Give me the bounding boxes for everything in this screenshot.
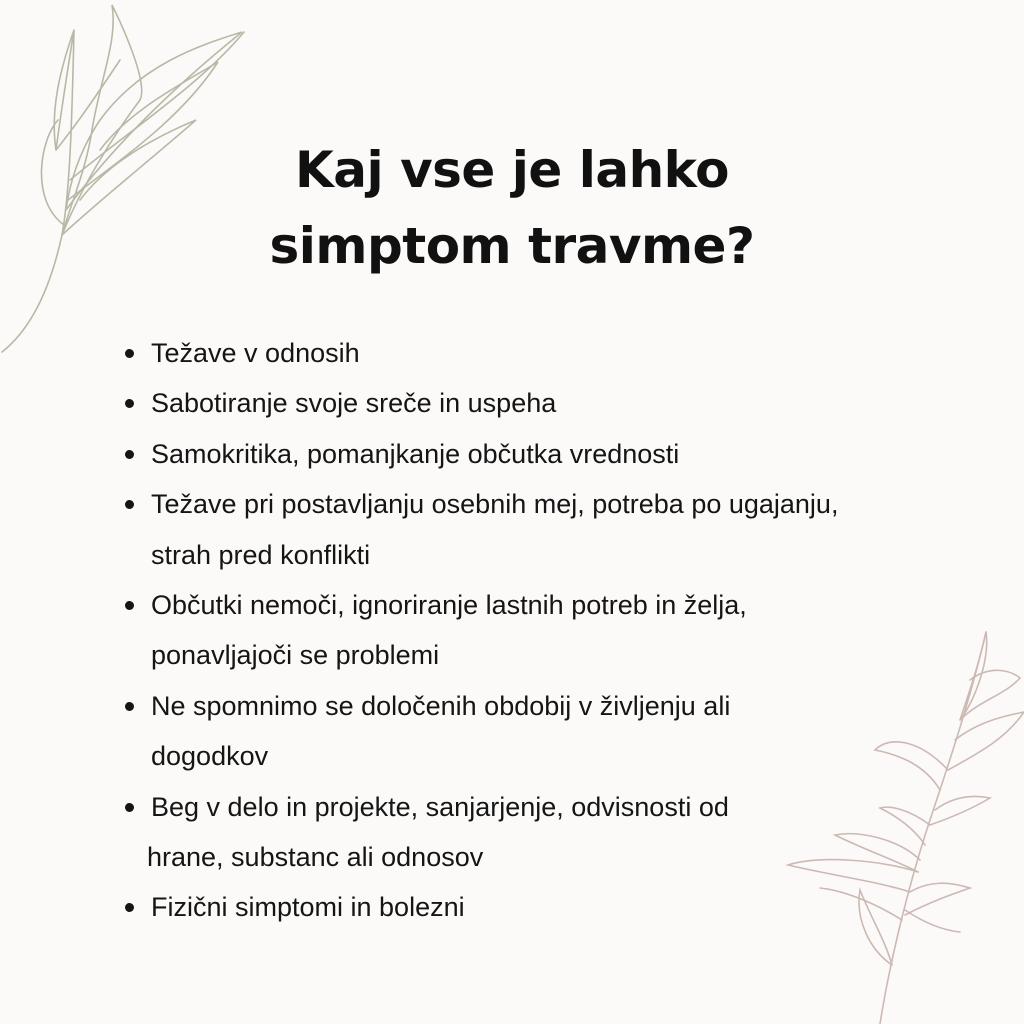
list-item-text: Fizični simptomi in bolezni <box>151 892 465 923</box>
list-item <box>112 681 952 782</box>
list-item-text: Občutki nemoči, ignoriranje lastnih potreb in želja, <box>151 590 747 621</box>
list-item-text-continued: dogodkov <box>151 741 269 772</box>
symptom-list <box>112 328 952 933</box>
list-item <box>112 429 952 479</box>
list-item <box>112 378 952 428</box>
list-item-text-continued: ponavljajoči se problemi <box>151 640 440 671</box>
title-line-2: simptom travme? <box>269 217 755 275</box>
list-item <box>112 580 952 681</box>
list-item <box>112 882 952 932</box>
list-item-text: Sabotiranje svoje sreče in uspeha <box>151 388 557 419</box>
list-item-text: Samokritika, pomanjkanje občutka vrednosti <box>151 438 680 469</box>
list-item-text: Ne spomnimo se določenih obdobij v življenju ali <box>151 690 731 721</box>
list-item-text: Težave v odnosih <box>151 338 360 368</box>
list-item-text: Beg v delo in projekte, sanjarjenje, odvisnosti od <box>151 791 729 822</box>
list-item-text-continued: strah pred konflikti <box>151 539 371 570</box>
list-item-text-continued: hrane, substanc ali odnosov <box>147 842 484 873</box>
list-item-text: Težave pri postavljanju osebnih mej, potreba po ugajanju, <box>151 489 839 520</box>
list-item <box>112 782 952 883</box>
title-line-1: Kaj vse je lahko <box>295 141 729 199</box>
page-title <box>0 132 1024 284</box>
list-item <box>112 328 952 378</box>
list-item <box>112 479 952 580</box>
